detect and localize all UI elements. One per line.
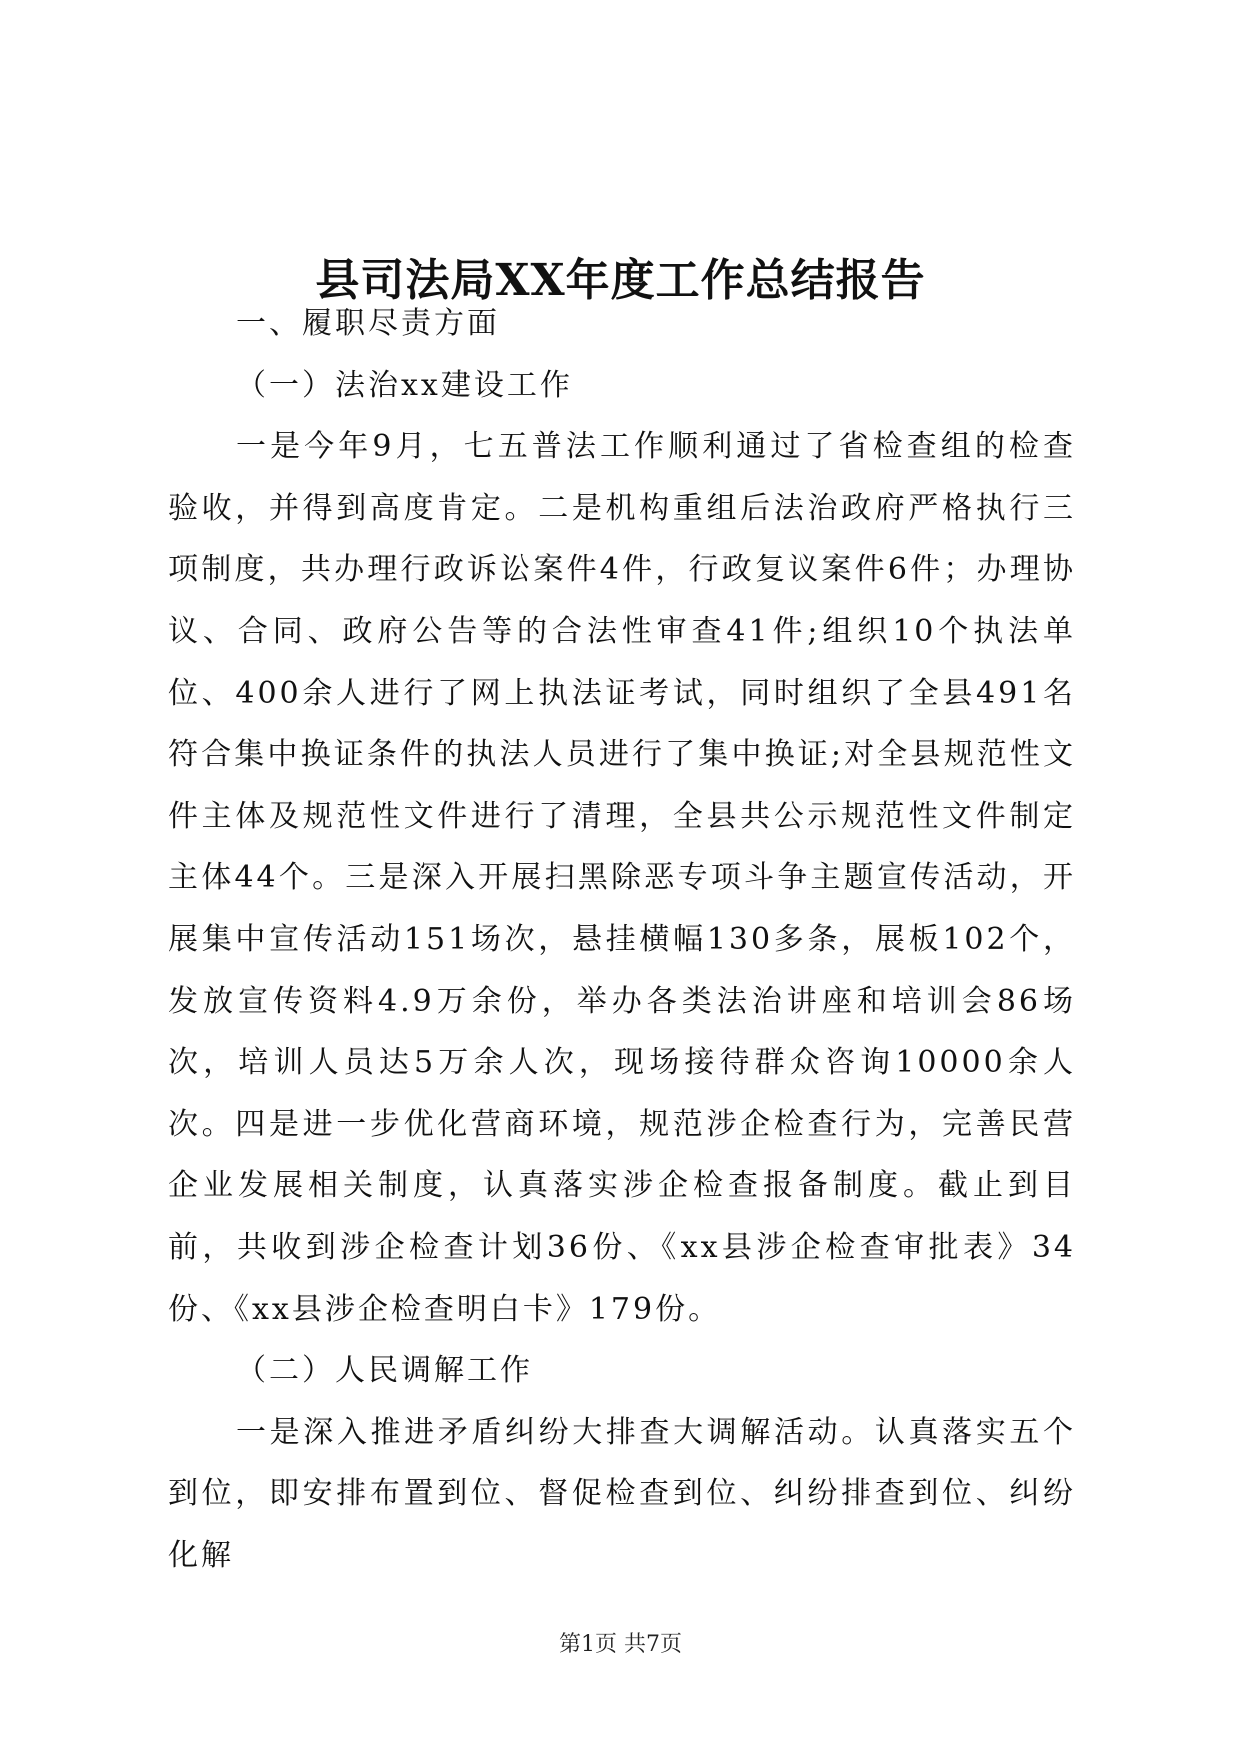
document-body — [168, 293, 1076, 1586]
document-title: 县司法局XX年度工作总结报告 — [315, 255, 926, 307]
page-footer: 第1页 共7页 — [559, 1632, 682, 1657]
subsection-heading: （二）人民调解工作 — [236, 1353, 533, 1389]
body-paragraph: 一是今年9月，七五普法工作顺利通过了省检查组的检查验收，并得到高度肯定。二是机构重组后法治政府严格执行三项制度，共办理行政诉讼案件4件，行政复议案件6件；办理协议、合同、政府公告等的合法性审查41件;组织10个执法单位、400余人进行了网上执法证考试，同时组织了全县491名符合集中换证条件的执法人员进行了集中换证;对全县规范性文件主体及规范性文件进行了清理，全县共公示规范性文件制定主体44个。三是深入开展扫黑除恶专项斗争主题宣传活动，开展集中宣传活动151场次，悬挂横幅130多条，展板102个，发放宣传资料4.9万余份，举办各类法治讲座和培训会86场次，培训人员达5万余人次，现场接待群众咨询10000余人次。四是进一步优化营商环境，规范涉企检查行为，完善民营企业发展相关制度，认真落实涉企检查报备制度。截止到目前，共收到涉企检查计划36份、《xx县涉企检查审批表》34份、《xx县涉企检查明白卡》179份。 — [168, 429, 1076, 1327]
body-paragraph: 一是深入推进矛盾纠纷大排查大调解活动。认真落实五个到位，即安排布置到位、督促检查到位、纠纷排查到位、纠纷化解 — [168, 1414, 1076, 1573]
subsection-heading: （一）法治xx建设工作 — [236, 367, 573, 403]
section-heading: 一、履职尽责方面 — [236, 306, 500, 341]
